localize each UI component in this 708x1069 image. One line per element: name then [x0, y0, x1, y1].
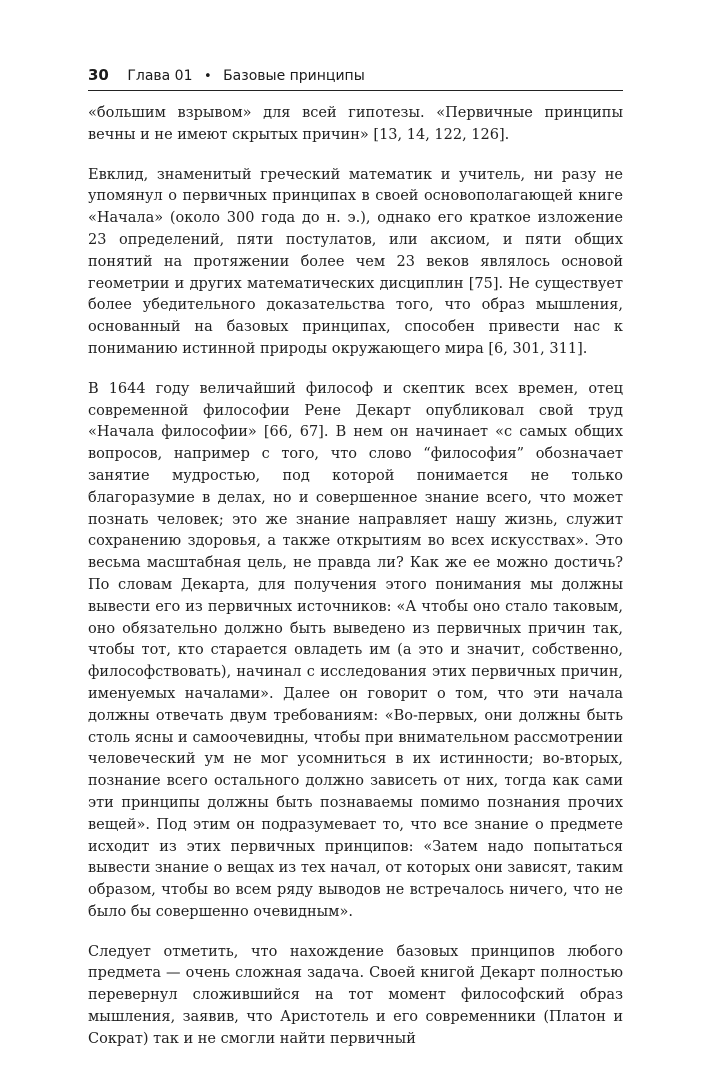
section-title: Базовые принципы — [223, 68, 365, 84]
paragraph: В 1644 году величайший философ и скептик всех времен, отец современной философии Рене Декарт опубликовал свой труд «Начала философии» [66, 67]. В нем он начинает «с самых общих вопросов, например с того, что слово “философия” обозначает занятие мудростью, под которой понимается не только благоразумие в делах, но и совершенное знание всего, что может познать человек; это же знание направляет нашу жизнь, служит сохранению здоровья, а также открытиям во всех искусствах». Это весьма масштабная цель, не правда ли? Как же ее можно достичь? По словам Декарта, для получения этого понимания мы должны вывести его из первичных источников: «А чтобы оно стало таковым, оно обязательно должно быть выведено из первичных причин так, чтобы тот, кто старается овладеть им (а это и значит, собственно, философствовать), начинал с исследования этих первичных причин, именуемых началами». Далее он говорит о том, что эти начала должны отвечать двум требованиям: «Во-первых, они должны быть столь ясны и самоочевидны, чтобы при внимательном рассмотрении человеческий ум не мог усомниться в их истинности; во-вторых, познание всего остального должно зависеть от них, тогда как сами эти принципы должны быть познаваемы помимо познания прочих вещей». Под этим он подразумевает то, что все знание о предмете исходит из этих первичных принципов: «Затем надо попытаться вывести знание о вещах из тех начал, от которых они зависят, таким образом, чтобы во всем ряду выводов не встречалось ничего, что не было бы совершенно очевидным». — [88, 380, 623, 920]
bullet-separator: • — [203, 69, 212, 84]
page-number: 30 — [88, 66, 109, 84]
running-header — [88, 64, 623, 91]
paragraph: Следует отметить, что нахождение базовых принципов любого предмета — очень сложная задача. Своей книгой Декарт полностью перевернул сложившийся на тот момент философский образ мышления, заявив, что Аристотель и его современники (Платон и Сократ) так и не смогли найти первичный — [88, 943, 623, 1047]
paragraph: Евклид, знаменитый греческий математик и учитель, ни разу не упомянул о первичных принципах в своей основополагающей книге «Начала» (около 300 года до н. э.), однако его краткое изложение 23 определений, пяти постулатов, или аксиом, и пяти общих понятий на протяжении более чем 23 веков являлось основой геометрии и других математических дисциплин [75]. Не существует более убедительного доказательства того, что образ мышления, основанный на базовых принципах, способен привести нас к пониманию истинной природы окружающего мира [6, 301, 311]. — [88, 166, 623, 357]
body-text — [88, 103, 623, 1069]
chapter-label: Глава 01 — [127, 68, 193, 84]
paragraph: «большим взрывом» для всей гипотезы. «Первичные принципы вечны и не имеют скрытых причин» [13, 14, 122, 126]. — [88, 105, 623, 143]
